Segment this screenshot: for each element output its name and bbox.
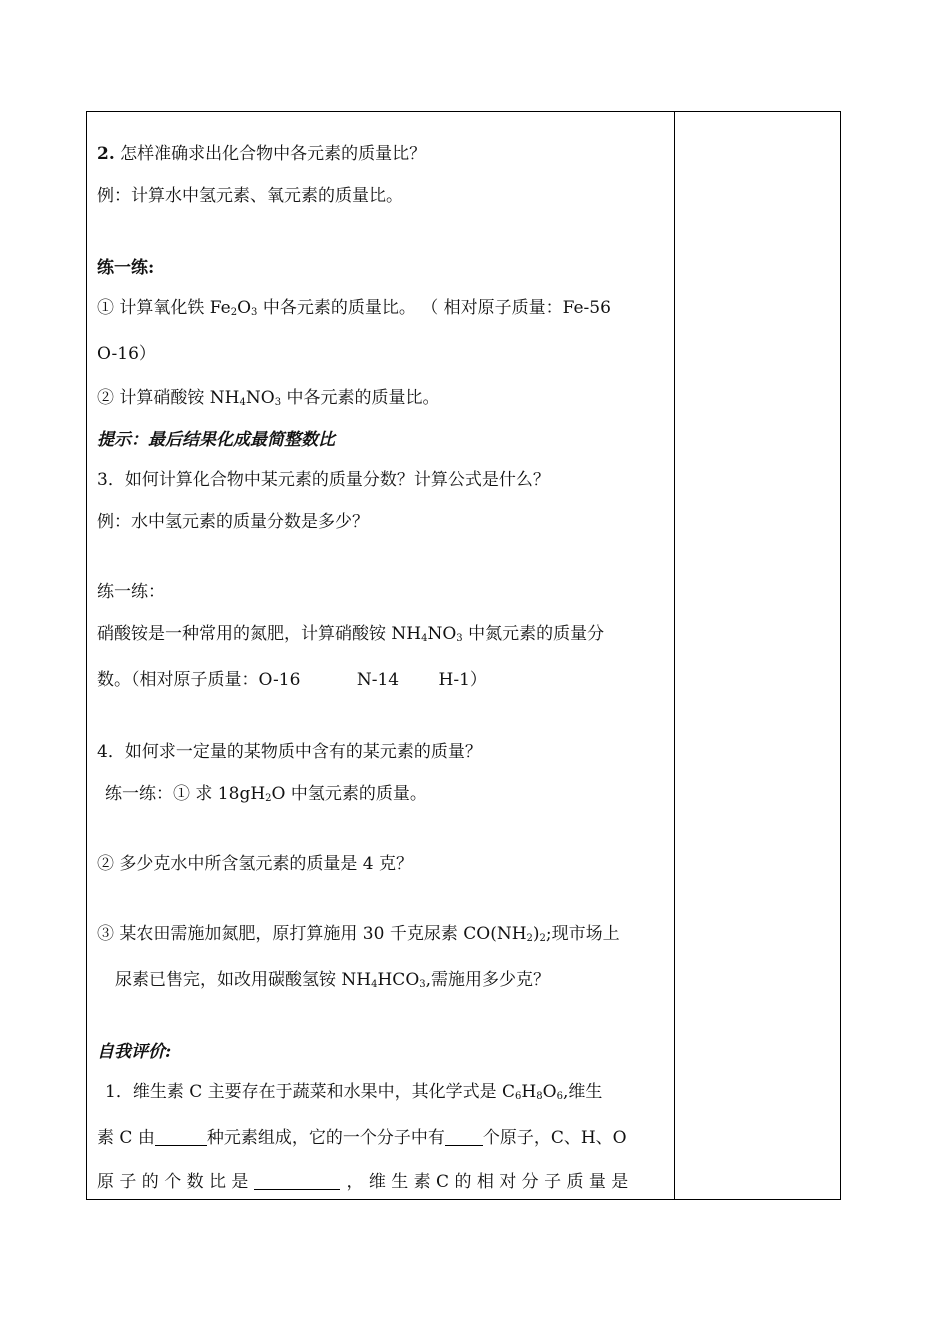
practice-heading: 练一练: <box>97 258 155 278</box>
blank-atom-count[interactable] <box>445 1128 483 1146</box>
blank-atom-ratio[interactable] <box>254 1172 340 1190</box>
hint-text: 提示：最后结果化成最简整数比 <box>97 430 335 450</box>
practice1-item1-cont: O-16） <box>97 344 156 364</box>
q3-practice-heading: 练一练： <box>97 582 165 602</box>
column-divider <box>674 112 675 1199</box>
blank-element-count[interactable] <box>155 1128 207 1146</box>
worksheet-table <box>86 111 841 1200</box>
q3-practice-cont: 数。（相对原子质量：O-16 N-14 H-1） <box>97 670 487 690</box>
q4-practice1: 练一练：① 求 $18gH_2O$ 中氢元素的质量。 <box>105 784 427 804</box>
q2-title: 2. 怎样准确求出化合物中各元素的质量比？ <box>97 144 427 164</box>
practice1-item2: ② 计算硝酸铵 $NH_4NO_3$ 中各元素的质量比。 <box>97 388 440 408</box>
q3-practice-text: 硝酸铵是一种常用的氮肥，计算硝酸铵 $NH_4NO_3$ 中氮元素的质量分 <box>97 624 605 644</box>
q4-title: 4．如何求一定量的某物质中含有的某元素的质量？ <box>97 742 482 762</box>
q3-title: 3．如何计算化合物中某元素的质量分数？计算公式是什么？ <box>97 470 550 490</box>
self-eval-line2: 素 C 由 种元素组成，它的一个分子中有 个原子，C、H、O <box>97 1128 627 1148</box>
q4-item3-cont: 尿素已售完，如改用碳酸氢铵 $NH_4HCO_3$,需施用多少克？ <box>115 970 551 990</box>
q4-item3: ③ 某农田需施加氮肥，原打算施用 30 千克尿素 $CO(NH_2)_2$;现市场上 <box>97 924 620 944</box>
q4-item2: ② 多少克水中所含氢元素的质量是 4 克？ <box>97 854 414 874</box>
self-eval-heading: 自我评价: <box>97 1042 172 1062</box>
self-eval-line1: 1．维生素 C 主要存在于蔬菜和水果中，其化学式是 $C_6H_8O_6$,维生 <box>105 1082 603 1102</box>
practice1-item1: ① 计算氧化铁 $Fe_2O_3$ 中各元素的质量比。 （ 相对原子质量：Fe-56 <box>97 298 611 318</box>
q2-example: 例：计算水中氢元素、氧元素的质量比。 <box>97 186 403 206</box>
q3-example: 例：水中氢元素的质量分数是多少？ <box>97 512 369 532</box>
self-eval-line3: 原 子 的 个 数 比 是 ， 维 生 素 C 的 相 对 分 子 质 量 是 <box>97 1172 629 1192</box>
